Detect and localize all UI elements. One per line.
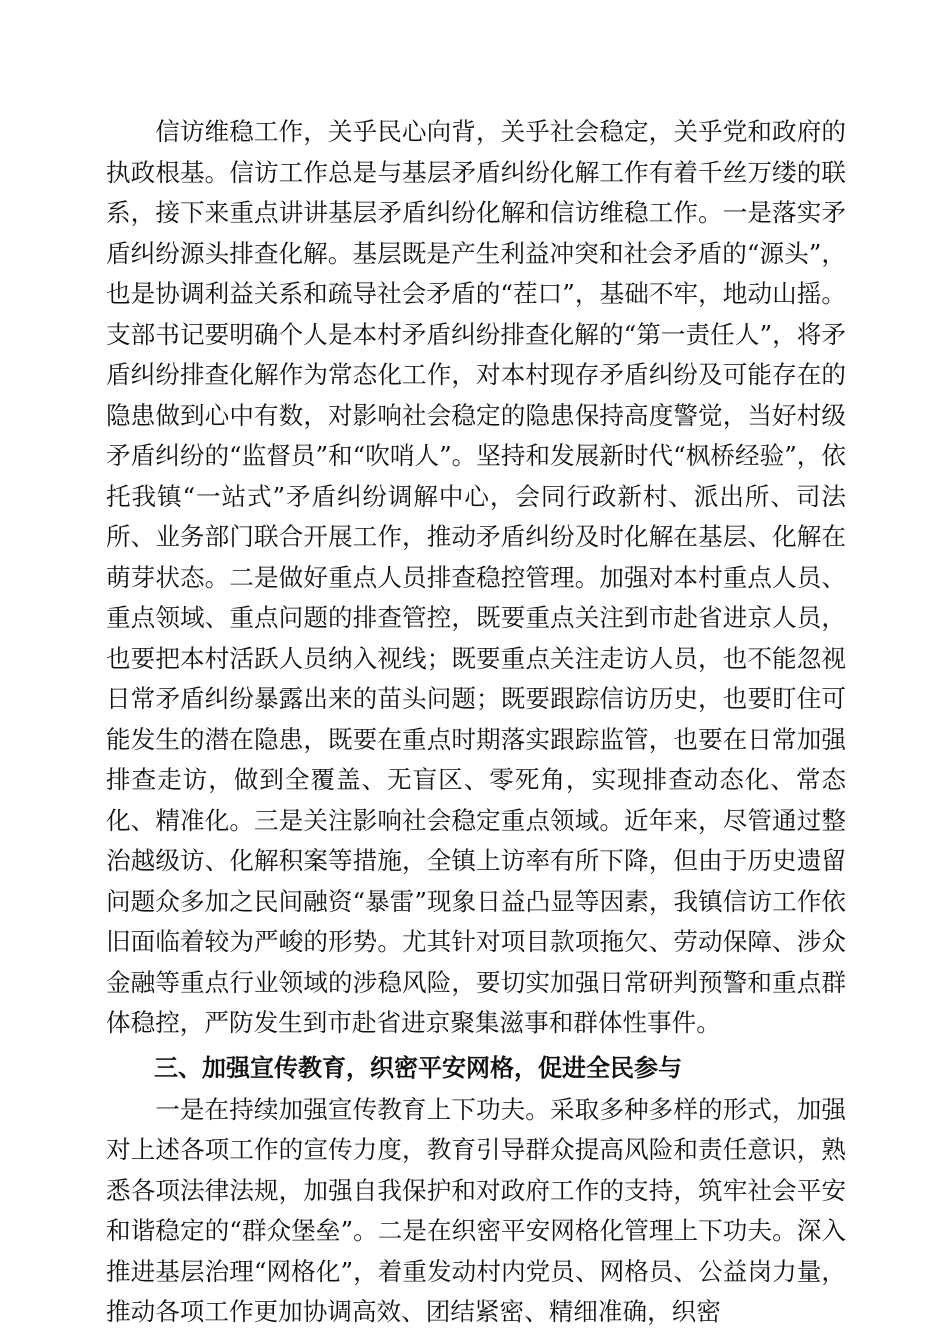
body-paragraph-petition-work: 信访维稳工作，关乎民心向背，关乎社会稳定，关乎党和政府的执政根基。信访工作总是与基层矛盾纠纷化解工作有着千丝万缕的联系，接下来重点讲讲基层矛盾纠纷化解和信访维稳工作。一是落实矛盾纠纷源头排查化解。基层既是产生利益冲突和社会矛盾的“源头”，也是协调利益关系和疏导社会矛盾的“茬口”，基础不牢，地动山摇。支部书记要明确个人是本村矛盾纠纷排查化解的“第一责任人”，将矛盾纠纷排查化解作为常态化工作，对本村现存矛盾纠纷及可能存在的隐患做到心中有数，对影响社会稳定的隐患保持高度警觉，当好村级矛盾纠纷的“监督员”和“吹哨人”。坚持和发展新时代“枫桥经验”，依托我镇“一站式”矛盾纠纷调解中心，会同行政新村、派出所、司法所、业务部门联合开展工作，推动矛盾纠纷及时化解在基层、化解在萌芽状态。二是做好重点人员排查稳控管理。加强对本村重点人员、重点领域、重点问题的排查管控，既要重点关注到市赴省进京人员，也要把本村活跃人员纳入视线；既要重点关注走访人员，也不能忽视日常矛盾纠纷暴露出来的苗头问题；既要跟踪信访历史，也要盯住可能发生的潜在隐患，既要在重点时期落实跟踪监管，也要在日常加强排查走访，做到全覆盖、无盲区、零死角，实现排查动态化、常态化、精准化。三是关注影响社会稳定重点领域。近年来，尽管通过整治越级访、化解积案等措施，全镇上访率有所下降，但由于历史遗留问题众多加之民间融资“暴雷”现象日益凸显等因素，我镇信访工作依旧面临着较为严峻的形势。尤其针对项目款项拖欠、劳动保障、涉众金融等重点行业领域的涉稳风险，要切实加强日常研判预警和重点群体稳控，严防发生到市赴省进京聚集滋事和群体性事件。 — [106, 117, 846, 1037]
section-heading-3: 三、加强宣传教育，织密平安网格，促进全民参与 — [154, 1053, 682, 1082]
document-page — [106, 112, 846, 1333]
body-paragraph-publicity-education: 一是在持续加强宣传教育上下功夫。采取多种多样的形式，加强对上述各项工作的宣传力度，教育引导群众提高风险和责任意识，熟悉各项法律法规，加强自我保护和对政府工作的支持，筑牢社会平安和谐稳定的“群众堡垒”。二是在织密平安网格化管理上下功夫。深入推进基层治理“网格化”，着重发动村内党员、网格员、公益岗力量，推动各项工作更加协调高效、团结紧密、精细准确，织密 — [106, 1094, 846, 1326]
